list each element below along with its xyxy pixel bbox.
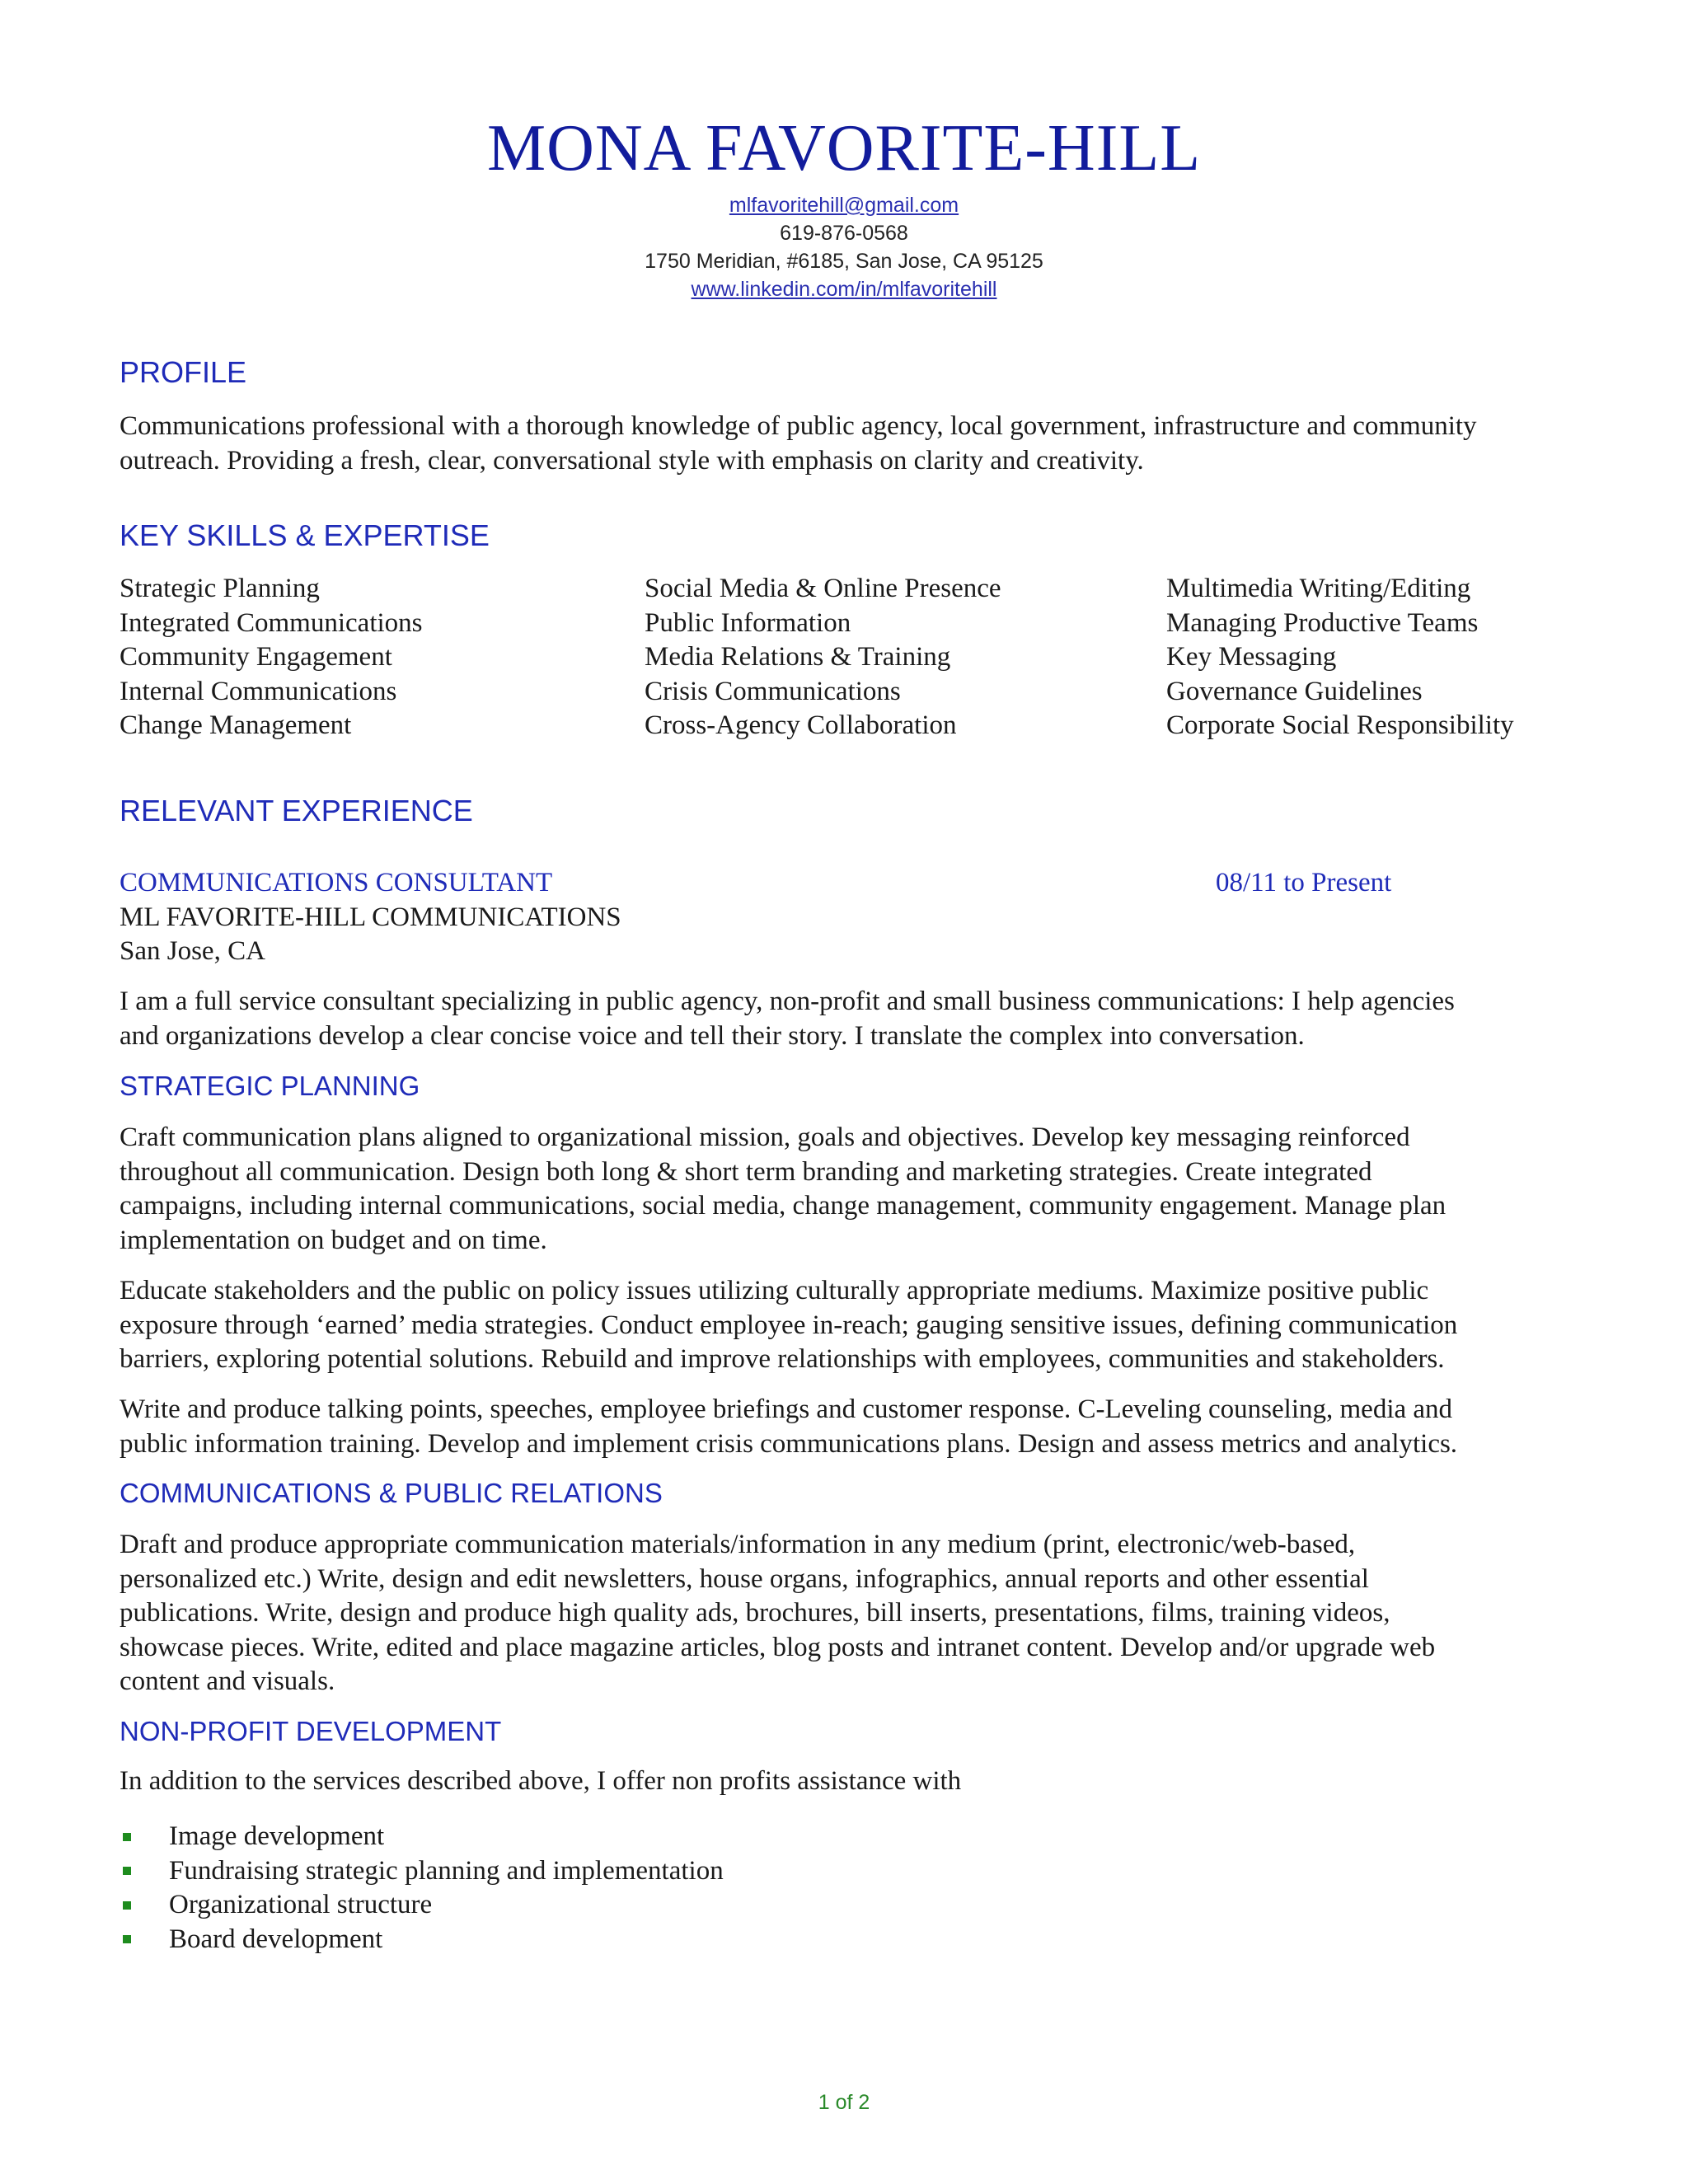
skill-item: Crisis Communications — [645, 676, 901, 706]
paragraph-line: Educate stakeholders and the public on policy issues utilizing culturally appropriate mediums. Maximize positive public — [120, 1276, 1429, 1305]
skill-item: Public Information — [645, 607, 851, 638]
profile-heading: PROFILE — [120, 355, 247, 389]
skill-item: Integrated Communications — [120, 607, 423, 638]
candidate-name: MONA FAVORITE-HILL — [486, 112, 1202, 185]
job-location: San Jose, CA — [120, 936, 265, 966]
paragraph-line: personalized etc.) Write, design and edit newsletters, house organs, infographics, annual reports and other essential — [120, 1563, 1369, 1594]
paragraph-line: Craft communication plans aligned to organizational mission, goals and objectives. Develop key messaging reinforced — [120, 1122, 1410, 1152]
paragraph-line: exposure through ‘earned’ media strategies. Conduct employee in-reach; gauging sensitive issues, defining communication — [120, 1310, 1458, 1340]
strategic-paragraph-1 — [120, 1121, 1603, 1258]
skill-item: Cross-Agency Collaboration — [645, 710, 957, 740]
skill-item: Community Engagement — [120, 642, 392, 672]
strategic-paragraph-3 — [120, 1393, 1603, 1461]
square-bullet-icon — [123, 1867, 131, 1875]
square-bullet-icon — [123, 1935, 131, 1943]
page-number: 1 of 2 — [818, 2091, 870, 2114]
job-title: COMMUNICATIONS CONSULTANT — [120, 868, 553, 898]
list-item — [120, 1888, 724, 1923]
company-name: ML FAVORITE-HILL COMMUNICATIONS — [120, 902, 621, 932]
nonprofit-bullet-list — [120, 1820, 724, 1957]
job-intro — [120, 985, 1603, 1053]
bullet-text: Organizational structure — [169, 1890, 433, 1919]
paragraph-line: Draft and produce appropriate communication materials/information in any medium (print, electronic/web-based, — [120, 1530, 1356, 1559]
skills-heading: KEY SKILLS & EXPERTISE — [120, 518, 490, 552]
paragraph-line: implementation on budget and on time. — [120, 1225, 547, 1255]
nonprofit-intro: In addition to the services described above, I offer non profits assistance with — [120, 1766, 962, 1796]
address: 1750 Meridian, #6185, San Jose, CA 95125 — [645, 250, 1043, 273]
list-item — [120, 1820, 724, 1854]
skills-column-3 — [1166, 572, 1514, 743]
paragraph-line: Write and produce talking points, speeches, employee briefings and customer response. C-Leveling counseling, media and — [120, 1394, 1453, 1424]
bullet-text: Image development — [169, 1821, 385, 1851]
skill-item: Change Management — [120, 710, 352, 740]
paragraph-line: campaigns, including internal communications, social media, change management, community engagement. Manage plan — [120, 1191, 1447, 1221]
intro-line: I am a full service consultant specializing in public agency, non-profit and small business communications: I help agencies — [120, 987, 1455, 1016]
skill-item: Corporate Social Responsibility — [1166, 710, 1514, 740]
phone-number: 619-876-0568 — [780, 222, 908, 245]
paragraph-line: barriers, exploring potential solutions. Rebuild and improve relationships with employees, communities and stakeholders. — [120, 1344, 1445, 1374]
paragraph-line: public information training. Develop and implement crisis communications plans. Design and assess metrics and analytics. — [120, 1428, 1458, 1459]
nonprofit-heading: NON-PROFIT DEVELOPMENT — [120, 1716, 502, 1746]
square-bullet-icon — [123, 1901, 131, 1910]
strategic-planning-heading: STRATEGIC PLANNING — [120, 1071, 420, 1101]
profile-text — [120, 410, 1603, 478]
skill-item: Media Relations & Training — [645, 642, 951, 672]
skill-item: Governance Guidelines — [1166, 676, 1423, 706]
communications-pr-heading: COMMUNICATIONS & PUBLIC RELATIONS — [120, 1478, 663, 1508]
square-bullet-icon — [123, 1833, 131, 1841]
experience-heading: RELEVANT EXPERIENCE — [120, 794, 473, 827]
skills-column-1 — [120, 572, 423, 743]
linkedin-link[interactable]: www.linkedin.com/in/mlfavoritehill — [691, 278, 997, 301]
intro-line: and organizations develop a clear concise voice and tell their story. I translate the complex into conversation. — [120, 1020, 1305, 1051]
skill-item: Social Media & Online Presence — [645, 574, 1001, 603]
skill-item: Strategic Planning — [120, 574, 320, 603]
paragraph-line: showcase pieces. Write, edited and place magazine articles, blog posts and intranet content. Develop and/or upgrade web — [120, 1632, 1436, 1662]
job-dates: 08/11 to Present — [1216, 868, 1392, 898]
profile-line: outreach. Providing a fresh, clear, conversational style with emphasis on clarity and creativity. — [120, 445, 1144, 476]
communications-paragraph — [120, 1528, 1603, 1699]
skill-item: Multimedia Writing/Editing — [1166, 574, 1471, 603]
email-link[interactable]: mlfavoritehill@gmail.com — [729, 194, 959, 217]
profile-line: Communications professional with a thorough knowledge of public agency, local government, infrastructure and community — [120, 411, 1477, 441]
skill-item: Internal Communications — [120, 676, 397, 706]
paragraph-line: content and visuals. — [120, 1666, 335, 1696]
skills-column-2 — [645, 572, 1001, 743]
strategic-paragraph-2 — [120, 1274, 1603, 1377]
bullet-text: Fundraising strategic planning and implementation — [169, 1855, 724, 1886]
paragraph-line: throughout all communication. Design both long & short term branding and marketing strategies. Create integrated — [120, 1156, 1372, 1187]
contact-block — [0, 191, 1688, 303]
bullet-text: Board development — [169, 1924, 383, 1954]
skill-item: Key Messaging — [1166, 642, 1337, 672]
list-item — [120, 1854, 724, 1889]
list-item — [120, 1923, 724, 1957]
paragraph-line: publications. Write, design and produce high quality ads, brochures, bill inserts, presentations, films, training videos, — [120, 1598, 1390, 1628]
skill-item: Managing Productive Teams — [1166, 607, 1479, 638]
